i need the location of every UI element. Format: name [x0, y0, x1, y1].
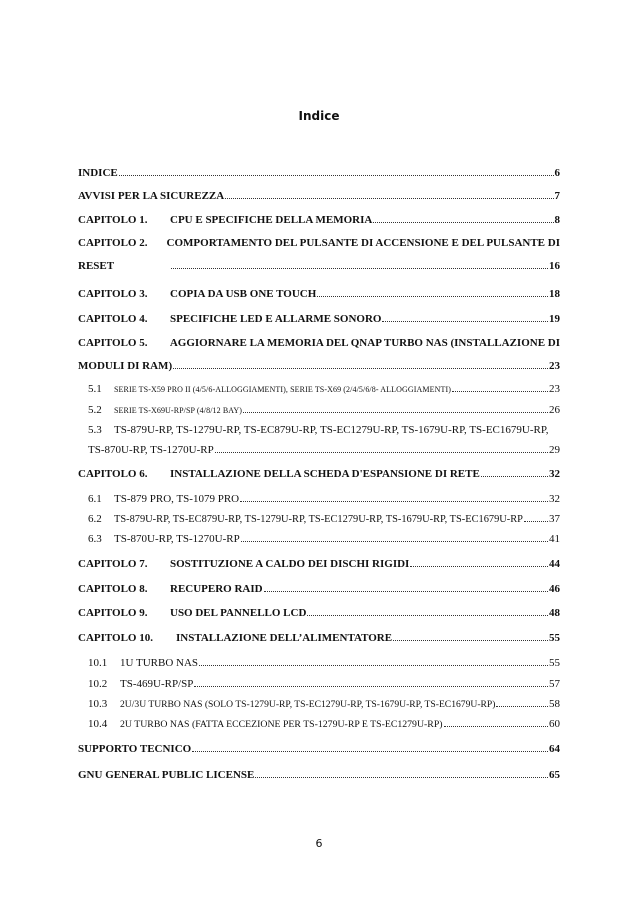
toc-label: INSTALLAZIONE DELLA SCHEDA D'ESPANSIONE DI RETE: [170, 468, 480, 480]
toc-label: SOSTITUZIONE A CALDO DEI DISCHI RIGIDI: [170, 558, 410, 570]
toc-label: TS-879U-RP, TS-EC879U-RP, TS-1279U-RP, TS-EC1279U-RP, TS-1679U-RP, TS-EC1679U-RP: [114, 514, 523, 525]
dot-leader: [171, 259, 548, 269]
toc-label: TS-870U-RP, TS-1270U-RP: [114, 533, 240, 545]
toc-entry-6-2[interactable]: [78, 512, 560, 526]
toc-page: 55: [549, 657, 560, 669]
toc-label: AGGIORNARE LA MEMORIA DEL QNAP TURBO NAS (INSTALLAZIONE DI: [169, 337, 560, 349]
toc-entry-capitolo-7[interactable]: [78, 557, 560, 571]
toc-page: 18: [549, 288, 560, 300]
page-title: Indice: [298, 109, 340, 123]
toc-label: AVVISI PER LA SICUREZZA: [78, 190, 225, 202]
toc-page: 7: [554, 190, 560, 202]
dot-leader: [240, 492, 548, 502]
toc-entry-capitolo-9[interactable]: [78, 606, 560, 620]
dot-leader: [192, 742, 548, 752]
chapter-number: CAPITOLO 1.: [78, 214, 148, 226]
section-number: 10.3: [88, 698, 108, 710]
toc-label: 1U TURBO NAS: [120, 657, 199, 669]
toc-page: 60: [549, 718, 560, 730]
toc-label: TS-469U-RP/SP: [120, 678, 194, 690]
toc-label: 2U TURBO NAS (FATTA ECCEZIONE PER TS-1279U-RP E TS-EC1279U-RP): [120, 719, 443, 730]
section-number: 6.3: [88, 533, 102, 545]
dot-leader: [452, 382, 548, 392]
dot-leader: [194, 677, 548, 687]
dot-leader: [264, 582, 548, 592]
toc-label: SERIE TS-X59 PRO II (4/5/6-ALLOGGIAMENTI), SERIE TS-X69 (2/4/5/6/8- ALLOGGIAMENTI): [114, 385, 451, 394]
toc-entry-capitolo-4[interactable]: [78, 312, 560, 326]
toc-entry-capitolo-2-line1[interactable]: [78, 236, 560, 250]
dot-leader: [173, 359, 548, 369]
dot-leader: [317, 287, 548, 297]
chapter-number: CAPITOLO 9.: [78, 607, 148, 619]
toc-label: INDICE: [78, 167, 118, 179]
section-number: 5.3: [88, 424, 102, 436]
toc-label-continued: TS-870U-RP, TS-1270U-RP: [88, 444, 214, 456]
toc-label: COMPORTAMENTO DEL PULSANTE DI ACCENSIONE E DEL PULSANTE DI: [166, 237, 560, 249]
toc-entry-10-2[interactable]: [78, 677, 560, 691]
toc-entry-capitolo-6[interactable]: [78, 467, 560, 481]
chapter-number: CAPITOLO 10.: [78, 632, 153, 644]
chapter-number: CAPITOLO 8.: [78, 583, 148, 595]
toc-label: SPECIFICHE LED E ALLARME SONORO: [170, 313, 382, 325]
section-number: 5.2: [88, 404, 102, 416]
toc-page: 32: [549, 468, 560, 480]
toc-label: USO DEL PANNELLO LCD: [170, 607, 307, 619]
toc-label: TS-879 PRO, TS-1079 PRO: [114, 493, 240, 505]
dot-leader: [496, 697, 548, 707]
toc-label: SERIE TS-X69U-RP/SP (4/8/12 BAY): [114, 406, 243, 415]
toc-page: 6: [554, 167, 560, 179]
toc-entry-capitolo-3[interactable]: [78, 287, 560, 301]
toc-entry-5-1[interactable]: [78, 382, 560, 396]
toc-page: 19: [549, 313, 560, 325]
section-number: 10.2: [88, 678, 108, 690]
chapter-number: CAPITOLO 3.: [78, 288, 148, 300]
toc-entry-10-4[interactable]: [78, 717, 560, 731]
dot-leader: [481, 467, 548, 477]
toc-page: 57: [549, 678, 560, 690]
toc-page: 26: [549, 404, 560, 416]
chapter-number: CAPITOLO 5.: [78, 337, 148, 349]
section-number: 10.1: [88, 657, 108, 669]
toc-label: GNU GENERAL PUBLIC LICENSE: [78, 769, 255, 781]
page-number-footer: 6: [315, 837, 323, 850]
toc-entry-6-3[interactable]: [78, 532, 560, 546]
dot-leader: [444, 717, 548, 727]
toc-page: 37: [549, 513, 560, 525]
dot-leader: [373, 213, 553, 223]
dot-leader: [119, 166, 554, 176]
toc-label: TS-879U-RP, TS-1279U-RP, TS-EC879U-RP, TS-EC1279U-RP, TS-1679U-RP, TS-EC1679U-RP,: [114, 424, 549, 436]
toc-label: CPU E SPECIFICHE DELLA MEMORIA: [170, 214, 373, 226]
toc-entry-5-3-line2[interactable]: [78, 443, 560, 457]
toc-page: 65: [549, 769, 560, 781]
toc-page: 44: [549, 558, 560, 570]
toc-entry-indice[interactable]: [78, 166, 560, 180]
chapter-number: CAPITOLO 4.: [78, 313, 148, 325]
dot-leader: [225, 189, 553, 199]
dot-leader: [410, 557, 548, 567]
toc-entry-supporto-tecnico[interactable]: [78, 742, 560, 756]
toc-page: 46: [549, 583, 560, 595]
toc-label: SUPPORTO TECNICO: [78, 743, 192, 755]
toc-entry-capitolo-1[interactable]: [78, 213, 560, 227]
toc-entry-10-1[interactable]: [78, 656, 560, 670]
section-number: 10.4: [88, 718, 108, 730]
toc-label-continued: RESET: [78, 260, 115, 272]
dot-leader: [199, 656, 548, 666]
toc-entry-6-1[interactable]: [78, 492, 560, 506]
toc-page: 29: [549, 444, 560, 456]
toc-entry-gnu-gpl[interactable]: [78, 768, 560, 782]
toc-entry-5-2[interactable]: [78, 403, 560, 417]
toc-page: 8: [554, 214, 560, 226]
toc-page: 55: [549, 632, 560, 644]
toc-page: 23: [549, 383, 560, 395]
toc-label: 2U/3U TURBO NAS (SOLO TS-1279U-RP, TS-EC1279U-RP, TS-1679U-RP, TS-EC1679U-RP): [120, 699, 496, 710]
dot-leader: [241, 532, 548, 542]
toc-page: 41: [549, 533, 560, 545]
dot-leader: [382, 312, 548, 322]
toc-label-continued: MODULI DI RAM): [78, 360, 173, 372]
toc-page: 16: [549, 260, 560, 272]
toc-label: RECUPERO RAID: [170, 583, 263, 595]
section-number: 6.1: [88, 493, 102, 505]
chapter-number: CAPITOLO 6.: [78, 468, 148, 480]
section-number: 6.2: [88, 513, 102, 525]
toc-entry-capitolo-8[interactable]: [78, 582, 560, 596]
toc-entry-capitolo-5-line2[interactable]: [78, 359, 560, 373]
section-number: 5.1: [88, 383, 102, 395]
toc-entry-avvisi[interactable]: [78, 189, 560, 203]
toc-entry-capitolo-2-line2[interactable]: [78, 259, 560, 273]
chapter-number: CAPITOLO 2.: [78, 237, 148, 249]
toc-entry-capitolo-5-line1[interactable]: [78, 336, 560, 350]
toc-page: 32: [549, 493, 560, 505]
dot-leader: [255, 768, 548, 778]
toc-entry-10-3[interactable]: [78, 697, 560, 711]
toc-page: 58: [549, 698, 560, 710]
dot-leader: [524, 512, 548, 522]
toc-page: 23: [549, 360, 560, 372]
toc-entry-capitolo-10[interactable]: [78, 631, 560, 645]
dot-leader: [307, 606, 548, 616]
toc-page: 48: [549, 607, 560, 619]
chapter-number: CAPITOLO 7.: [78, 558, 148, 570]
toc-page: 64: [549, 743, 560, 755]
dot-leader: [243, 403, 548, 413]
toc-label: INSTALLAZIONE DELL’ALIMENTATORE: [176, 632, 393, 644]
toc-label: COPIA DA USB ONE TOUCH: [170, 288, 317, 300]
toc-entry-5-3-line1[interactable]: [78, 423, 560, 437]
dot-leader: [215, 443, 548, 453]
dot-leader: [393, 631, 548, 641]
